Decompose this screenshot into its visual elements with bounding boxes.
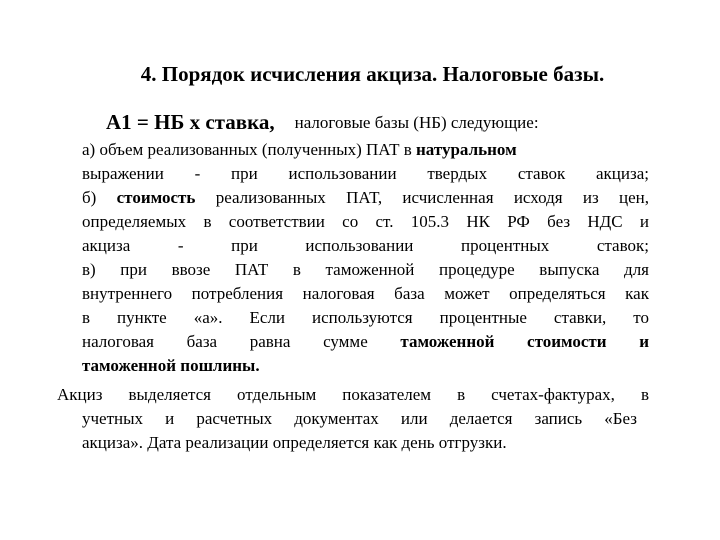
text-line-1	[82, 140, 517, 160]
text-line-5: акциза - при использовании процентных ставок;	[82, 236, 649, 255]
text-segment: а) объем реализованных (полученных) ПАТ в	[82, 140, 412, 159]
text-line-9	[82, 332, 649, 352]
bold-term: натуральном	[416, 140, 517, 159]
bold-term: таможенной стоимости и	[400, 332, 649, 351]
text-line-12: учетных и расчетных документах или делается запись «Без	[82, 409, 637, 428]
text-line-10: таможенной пошлины.	[82, 356, 260, 375]
text-segment: реализованных ПАТ, исчисленная исходя из цен,	[215, 188, 650, 207]
text-line-6: в) при ввозе ПАТ в таможенной процедуре выпуска для	[82, 260, 649, 279]
text-line-13: акциза». Дата реализации определяется как день отгрузки.	[82, 433, 507, 452]
bold-term: стоимость	[116, 188, 196, 207]
text-line-4: определяемых в соответствии со ст. 105.3 НК РФ без НДС и	[82, 212, 649, 231]
text-line-2: выражении - при использовании твердых ставок акциза;	[82, 164, 649, 183]
text-line-11: Акциз выделяется отдельным показателем в счетах-фактурах, в	[57, 385, 649, 404]
text-line-8: в пункте «а». Если используются процентные ставки, то	[82, 308, 649, 327]
text-segment: налоговая база равна сумме	[82, 332, 368, 351]
text-segment: б)	[82, 188, 97, 207]
formula-line	[106, 110, 539, 135]
tax-formula: А1 = НБ х ставка,	[106, 110, 275, 134]
text-line-3	[82, 188, 649, 208]
text-line-7: внутреннего потребления налоговая база может определяться как	[82, 284, 649, 303]
slide-title: 4. Порядок исчисления акциза. Налоговые базы.	[140, 62, 605, 86]
formula-description: налоговые базы (НБ) следующие:	[294, 113, 539, 132]
